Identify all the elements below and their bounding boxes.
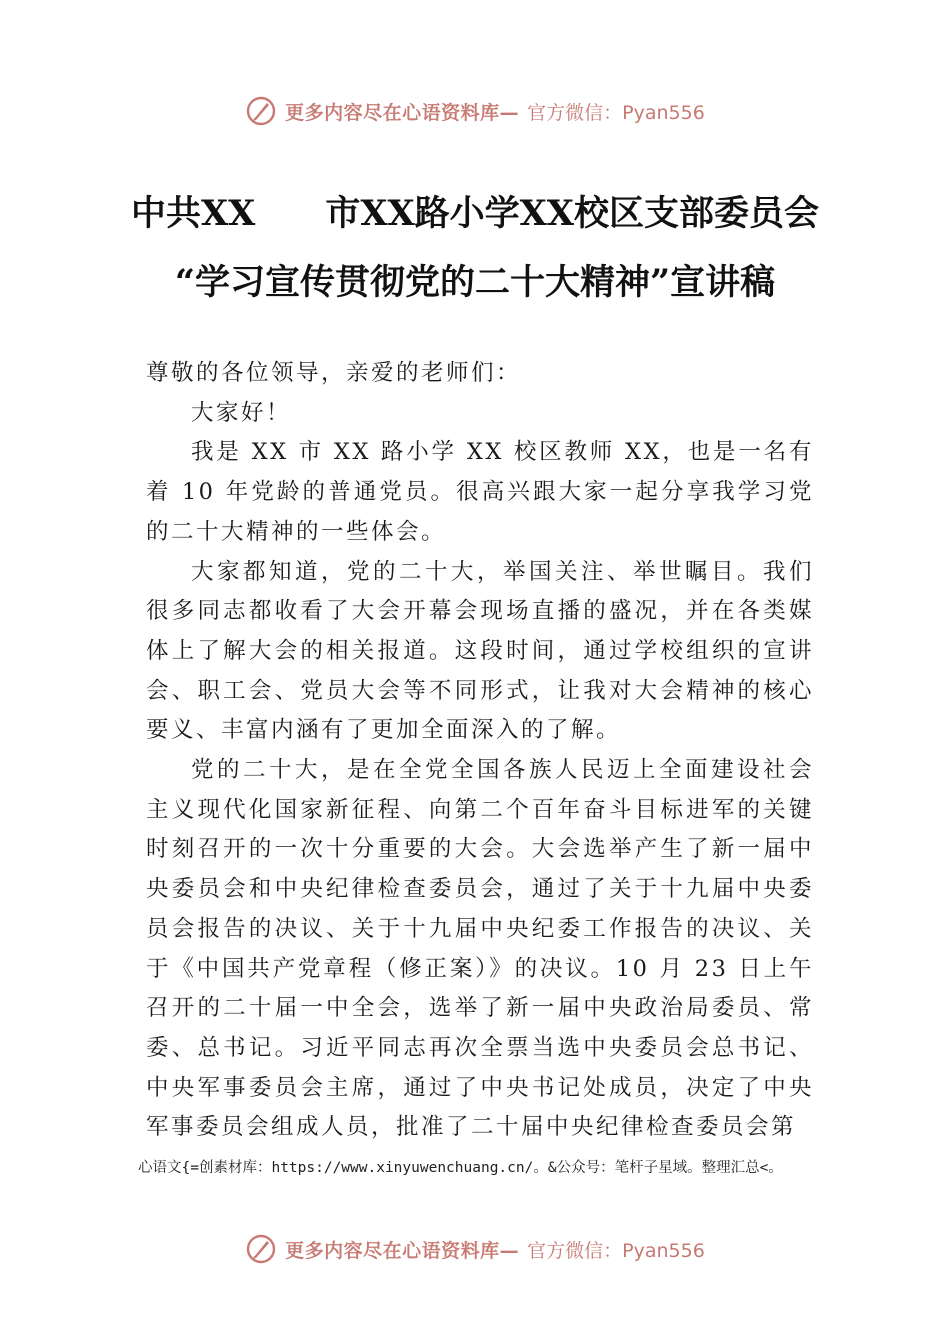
quill-seal-icon bbox=[245, 1233, 277, 1265]
paragraph-congress-attention: 大家都知道，党的二十大，举国关注、举世瞩目。我们很多同志都收看了大会开幕会现场直播的盛况，并在各类媒体上了解大会的相关报道。这段时间，通过学校组织的宣讲会、职工会、党员大会等不同形式，让我对大会精神的核心要义、丰富内涵有了更加全面深入的了解。 bbox=[146, 558, 814, 744]
greeting: 大家好！ bbox=[191, 399, 292, 426]
source-note: 心语文{=创素材库：https://www.xinyuwenchuang.cn/。&公众号：笔杆子星域。整理汇总<。 bbox=[138, 1160, 783, 1176]
banner-wechat-text: 官方微信：Pyan556 bbox=[527, 101, 705, 124]
banner-main-text: 更多内容尽在心语资料库— bbox=[285, 1239, 520, 1262]
paragraph-intro: 我是 XX 市 XX 路小学 XX 校区教师 XX，也是一名有着 10 年党龄的普通党员。很高兴跟大家一起分享我学习党的二十大精神的一些体会。 bbox=[146, 439, 814, 545]
quill-seal-icon bbox=[245, 95, 277, 127]
title-organization: 市XX路小学XX校区支部委员会 bbox=[325, 193, 819, 234]
header-banner bbox=[0, 95, 950, 127]
document-body bbox=[146, 354, 814, 1148]
footer-banner bbox=[0, 1233, 950, 1265]
document-title-line1 bbox=[0, 186, 950, 236]
title-prefix: 中共XX bbox=[131, 193, 256, 234]
salutation: 尊敬的各位领导，亲爱的老师们： bbox=[146, 360, 522, 386]
banner-wechat-text: 官方微信：Pyan556 bbox=[527, 1239, 705, 1262]
document-title-line2: “学习宣传贯彻党的二十大精神”宣讲稿 bbox=[174, 262, 776, 303]
paragraph-congress-significance: 党的二十大，是在全党全国各族人民迈上全面建设社会主义现代化国家新征程、向第二个百年奋斗目标进军的关键时刻召开的一次十分重要的大会。大会选举产生了新一届中央委员会和中央纪律检查委员会，通过了关于十九届中央委员会报告的决议、关于十九届中央纪委工作报告的决议、关于《中国共产党章程（修正案）》的决议。10 月 23 日上午召开的二十届一中全会，选举了新一届中央政治局委员、常委、总书记。习近平同志再次全票当选中央委员会总书记、 中央军事委员会主席，通过了中央书记处成员，决定了中央军事委员会组成人员，批准了二十届中央纪律检查委员会第 bbox=[146, 757, 814, 1141]
banner-main-text: 更多内容尽在心语资料库— bbox=[285, 101, 520, 124]
